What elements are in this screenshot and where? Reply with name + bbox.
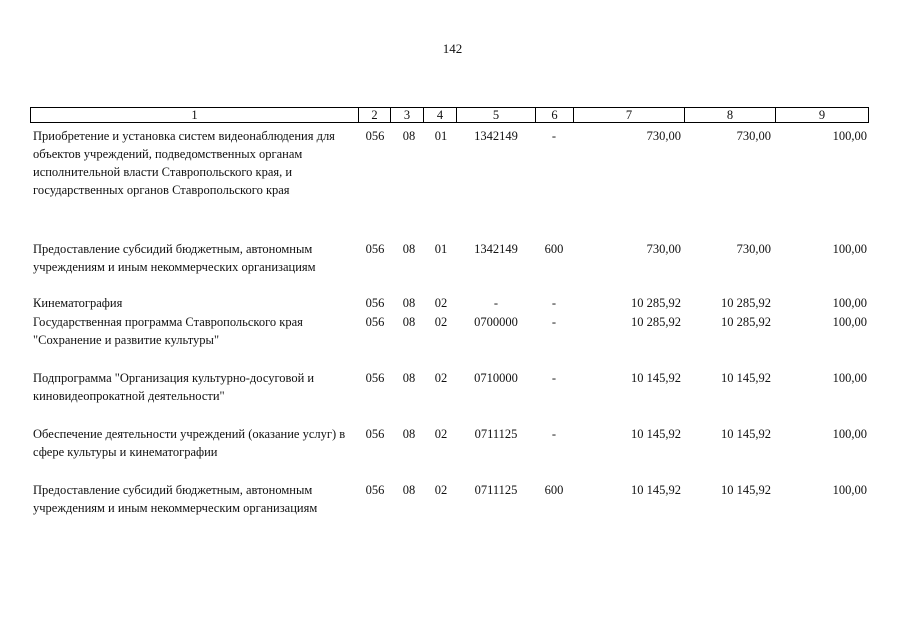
row-col-6: - bbox=[551, 296, 557, 310]
row-col-2: 056 bbox=[365, 483, 385, 497]
row-col-9: 100,00 bbox=[832, 129, 867, 143]
row-col-7: 10 285,92 bbox=[631, 315, 681, 329]
row-col-9: 100,00 bbox=[832, 242, 867, 256]
row-name: Государственная программа Ставропольского края "Сохранение и развитие культуры" bbox=[33, 315, 303, 347]
row-col-2: 056 bbox=[365, 427, 385, 441]
row-col-8: 730,00 bbox=[736, 242, 771, 256]
page-number: 142 bbox=[442, 41, 463, 56]
row-col-6: - bbox=[551, 371, 557, 385]
row-col-9: 100,00 bbox=[832, 371, 867, 385]
header-col-7: 7 bbox=[574, 108, 685, 122]
row-col-5: - bbox=[493, 296, 499, 310]
header-col-1: 1 bbox=[31, 108, 359, 122]
header-col-2: 2 bbox=[359, 108, 391, 122]
row-col-4: 02 bbox=[434, 296, 448, 310]
row-col-6: - bbox=[551, 427, 557, 441]
row-col-7: 10 145,92 bbox=[631, 483, 681, 497]
row-col-2: 056 bbox=[365, 371, 385, 385]
row-name: Предоставление субсидий бюджетным, автономным учреждениям и иным некоммерческих организациям bbox=[33, 242, 316, 274]
table-header bbox=[30, 107, 869, 123]
row-col-8: 10 285,92 bbox=[721, 296, 771, 310]
row-col-9: 100,00 bbox=[832, 427, 867, 441]
row-col-2: 056 bbox=[365, 129, 385, 143]
row-name: Предоставление субсидий бюджетным, автономным учреждениям и иным некоммерческим организациям bbox=[33, 483, 318, 515]
row-col-8: 10 145,92 bbox=[721, 427, 771, 441]
row-col-9: 100,00 bbox=[832, 296, 867, 310]
row-col-6: - bbox=[551, 315, 557, 329]
row-col-8: 730,00 bbox=[736, 129, 771, 143]
row-col-3: 08 bbox=[402, 371, 416, 385]
row-col-7: 730,00 bbox=[646, 129, 681, 143]
header-col-6: 6 bbox=[536, 108, 574, 122]
row-col-8: 10 145,92 bbox=[721, 483, 771, 497]
row-col-8: 10 285,92 bbox=[721, 315, 771, 329]
row-col-6: 600 bbox=[544, 242, 564, 256]
row-col-4: 02 bbox=[434, 315, 448, 329]
row-col-3: 08 bbox=[402, 427, 416, 441]
header-col-5: 5 bbox=[457, 108, 536, 122]
row-col-4: 01 bbox=[434, 242, 448, 256]
row-col-4: 02 bbox=[434, 371, 448, 385]
row-col-9: 100,00 bbox=[832, 315, 867, 329]
row-col-5: 1342149 bbox=[474, 129, 518, 143]
row-col-4: 02 bbox=[434, 483, 448, 497]
row-col-4: 01 bbox=[434, 129, 448, 143]
row-col-7: 10 145,92 bbox=[631, 371, 681, 385]
row-name: Приобретение и установка систем видеонаблюдения для объектов учреждений, подведомственных органам исполнительной власти Ставропольского края, и государственных органов Ставропольского края bbox=[33, 129, 335, 197]
row-col-6: 600 bbox=[544, 483, 564, 497]
header-col-9: 9 bbox=[818, 108, 826, 122]
row-col-5: 1342149 bbox=[474, 242, 518, 256]
row-col-7: 10 145,92 bbox=[631, 427, 681, 441]
row-col-5: 0711125 bbox=[474, 483, 518, 497]
row-col-7: 10 285,92 bbox=[631, 296, 681, 310]
row-name: Обеспечение деятельности учреждений (оказание услуг) в сфере культуры и кинематографии bbox=[33, 427, 346, 459]
row-col-9: 100,00 bbox=[832, 483, 867, 497]
row-col-3: 08 bbox=[402, 315, 416, 329]
header-col-8: 8 bbox=[685, 108, 776, 122]
row-col-3: 08 bbox=[402, 242, 416, 256]
row-col-3: 08 bbox=[402, 129, 416, 143]
row-col-3: 08 bbox=[402, 296, 416, 310]
row-col-2: 056 bbox=[365, 242, 385, 256]
row-name: Кинематография bbox=[33, 296, 123, 310]
row-name: Подпрограмма "Организация культурно-досуговой и киновидеопрокатной деятельности" bbox=[33, 371, 315, 403]
row-col-2: 056 bbox=[365, 315, 385, 329]
row-col-5: 0700000 bbox=[474, 315, 518, 329]
row-col-5: 0711125 bbox=[474, 427, 518, 441]
header-col-3: 3 bbox=[391, 108, 424, 122]
row-col-6: - bbox=[551, 129, 557, 143]
row-col-4: 02 bbox=[434, 427, 448, 441]
row-col-5: 0710000 bbox=[474, 371, 518, 385]
row-col-7: 730,00 bbox=[646, 242, 681, 256]
row-col-2: 056 bbox=[365, 296, 385, 310]
row-col-3: 08 bbox=[402, 483, 416, 497]
row-col-8: 10 145,92 bbox=[721, 371, 771, 385]
header-col-4: 4 bbox=[424, 108, 457, 122]
